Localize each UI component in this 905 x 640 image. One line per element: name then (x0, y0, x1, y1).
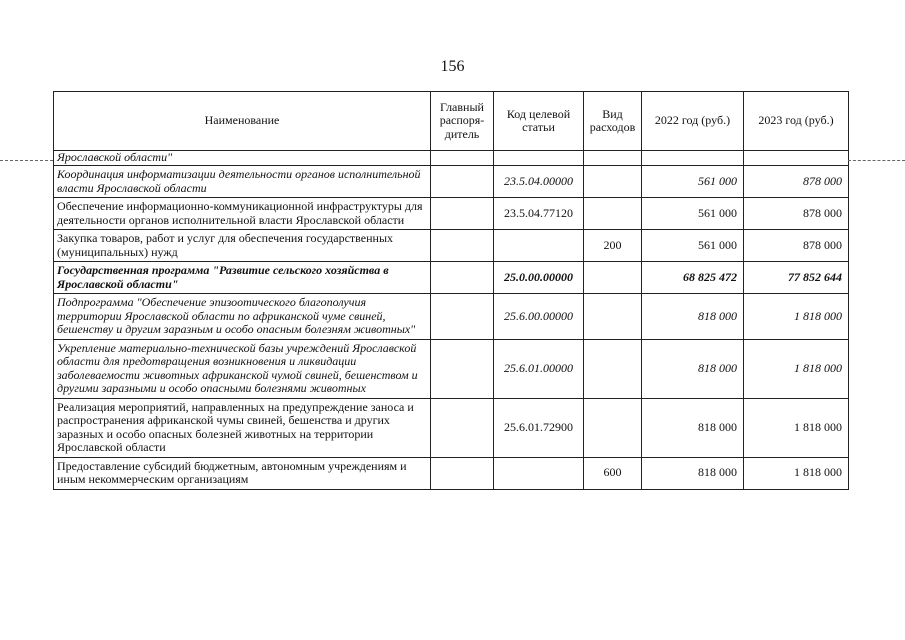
table-row (54, 294, 849, 340)
table-row (54, 398, 849, 457)
cell-name: Ярославской области" (54, 151, 431, 166)
cell-kind: 600 (584, 457, 642, 489)
cell-kind (584, 339, 642, 398)
cell-kind (584, 262, 642, 294)
header-kind: Вид расходов (584, 92, 642, 151)
cell-name: Координация информатизации деятельности органов исполнительной власти Ярославской области (54, 166, 431, 198)
header-2022: 2022 год (руб.) (642, 92, 744, 151)
table-row (54, 166, 849, 198)
cell-name: Подпрограмма "Обеспечение эпизоотического благополучия территории Ярославской области по африканской чуме свиней, бешенству и другим заразным и особо опасным болезням животных" (54, 294, 431, 340)
cell-grbs (431, 398, 494, 457)
budget-table (53, 91, 849, 490)
cell-y2022 (642, 151, 744, 166)
cell-y2022: 818 000 (642, 339, 744, 398)
page-number: 156 (440, 58, 465, 75)
cell-grbs (431, 166, 494, 198)
header-code: Код целевой статьи (494, 92, 584, 151)
cell-y2023: 1 818 000 (744, 457, 849, 489)
table-row (54, 339, 849, 398)
cut-line-right (848, 160, 905, 161)
table-row (54, 262, 849, 294)
cell-y2023: 1 818 000 (744, 398, 849, 457)
cell-kind (584, 151, 642, 166)
cell-grbs (431, 457, 494, 489)
table-row (54, 457, 849, 489)
cell-y2023: 878 000 (744, 230, 849, 262)
cell-y2023: 1 818 000 (744, 294, 849, 340)
cell-code (494, 457, 584, 489)
cut-line-left (0, 160, 53, 161)
cell-grbs (431, 262, 494, 294)
cell-code: 25.0.00.00000 (494, 262, 584, 294)
cell-y2023 (744, 151, 849, 166)
cell-y2022: 561 000 (642, 198, 744, 230)
cell-y2022: 818 000 (642, 294, 744, 340)
cell-y2023: 878 000 (744, 198, 849, 230)
cell-y2022: 818 000 (642, 457, 744, 489)
table-row (54, 230, 849, 262)
cell-code: 25.6.00.00000 (494, 294, 584, 340)
cell-grbs (431, 198, 494, 230)
cell-kind: 200 (584, 230, 642, 262)
header-grbs: Главный распоря-дитель (431, 92, 494, 151)
cell-code: 23.5.04.77120 (494, 198, 584, 230)
cell-y2022: 68 825 472 (642, 262, 744, 294)
cell-grbs (431, 230, 494, 262)
cell-name: Обеспечение информационно-коммуникационной инфраструктуры для деятельности органов исполнительной власти Ярославской области (54, 198, 431, 230)
cell-kind (584, 294, 642, 340)
cell-name: Реализация мероприятий, направленных на предупреждение заноса и распространения африканской чумы свиней, бешенства и других заразных и особо опасных болезней животных на территории Ярославской области (54, 398, 431, 457)
cell-y2022: 561 000 (642, 230, 744, 262)
cell-name: Закупка товаров, работ и услуг для обеспечения государственных (муниципальных) нужд (54, 230, 431, 262)
cell-name: Государственная программа "Развитие сельского хозяйства в Ярославской области" (54, 262, 431, 294)
cell-grbs (431, 151, 494, 166)
cell-y2022: 818 000 (642, 398, 744, 457)
table-row (54, 198, 849, 230)
cell-code: 23.5.04.00000 (494, 166, 584, 198)
cell-kind (584, 398, 642, 457)
header-2023: 2023 год (руб.) (744, 92, 849, 151)
cell-y2023: 77 852 644 (744, 262, 849, 294)
table-row (54, 151, 849, 166)
cell-grbs (431, 294, 494, 340)
cell-grbs (431, 339, 494, 398)
cell-code: 25.6.01.72900 (494, 398, 584, 457)
cell-name: Предоставление субсидий бюджетным, автономным учреждениям и иным некоммерческим организациям (54, 457, 431, 489)
cell-code (494, 230, 584, 262)
header-name: Наименование (54, 92, 431, 151)
cell-code: 25.6.01.00000 (494, 339, 584, 398)
cell-y2023: 878 000 (744, 166, 849, 198)
cell-name: Укрепление материально-технической базы учреждений Ярославской области для предотвращения возникновения и ликвидации заболеваемости животных африканской чумой свиней, бешенством и другими заразными и особо опасными болезнями животных (54, 339, 431, 398)
table-header-row (54, 92, 849, 151)
cell-kind (584, 166, 642, 198)
cell-y2022: 561 000 (642, 166, 744, 198)
cell-kind (584, 198, 642, 230)
cell-y2023: 1 818 000 (744, 339, 849, 398)
cell-code (494, 151, 584, 166)
